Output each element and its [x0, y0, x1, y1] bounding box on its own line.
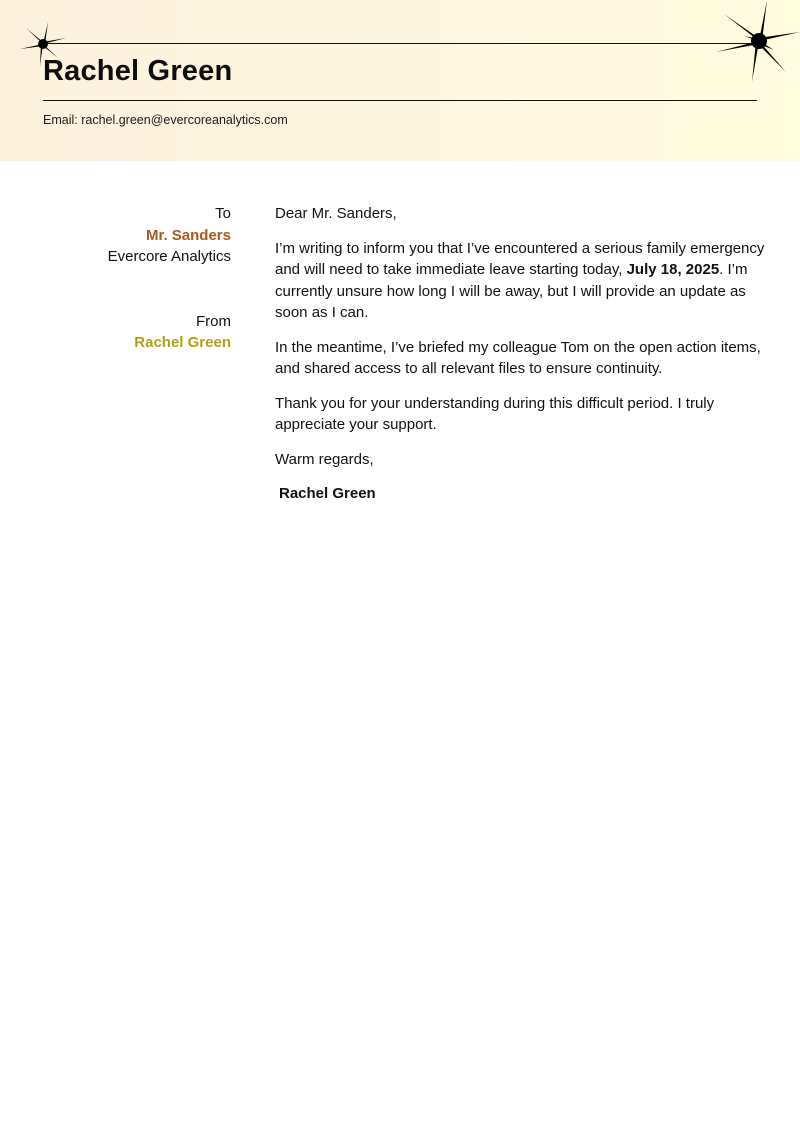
paragraph-handover: In the meantime, I’ve briefed my colleague Tom on the open action items, and shared access to all relevant files to ensure continuity.	[275, 338, 761, 377]
spacer	[60, 268, 231, 311]
salutation: Dear Mr. Sanders,	[275, 205, 397, 222]
sparkle-star-icon	[18, 20, 68, 68]
sparkle-star-icon	[714, 0, 800, 84]
paragraph-thanks: Thank you for your understanding during this difficult period. I truly appreciate your support.	[275, 394, 715, 433]
closing: Warm regards,	[275, 450, 374, 468]
recipient-company: Evercore Analytics	[107, 248, 231, 265]
paragraph-leave-notice	[275, 238, 765, 324]
paragraph-text: . I’m currently unsure how long I will be away, but I will provide an update as soon as I can.	[275, 261, 748, 321]
signature: Rachel Green	[279, 485, 376, 502]
top-rule-divider	[43, 43, 757, 44]
paragraph-text: I’m writing to inform you that I’ve encountered a serious family emergency and will need to take immediate leave starting today,	[275, 239, 765, 278]
letter-body	[275, 203, 765, 518]
address-block	[60, 203, 231, 354]
letterhead	[0, 0, 800, 161]
leave-date: July 18, 2025	[626, 261, 720, 278]
to-label: To	[215, 205, 231, 222]
sender-name-heading: Rachel Green	[43, 55, 233, 87]
recipient-name: Mr. Sanders	[145, 226, 231, 244]
bottom-rule-divider	[43, 100, 757, 101]
from-label: From	[196, 312, 231, 330]
email-line: Email: rachel.green@evercoreanalytics.com	[43, 113, 288, 127]
sender-name: Rachel Green	[134, 334, 231, 351]
